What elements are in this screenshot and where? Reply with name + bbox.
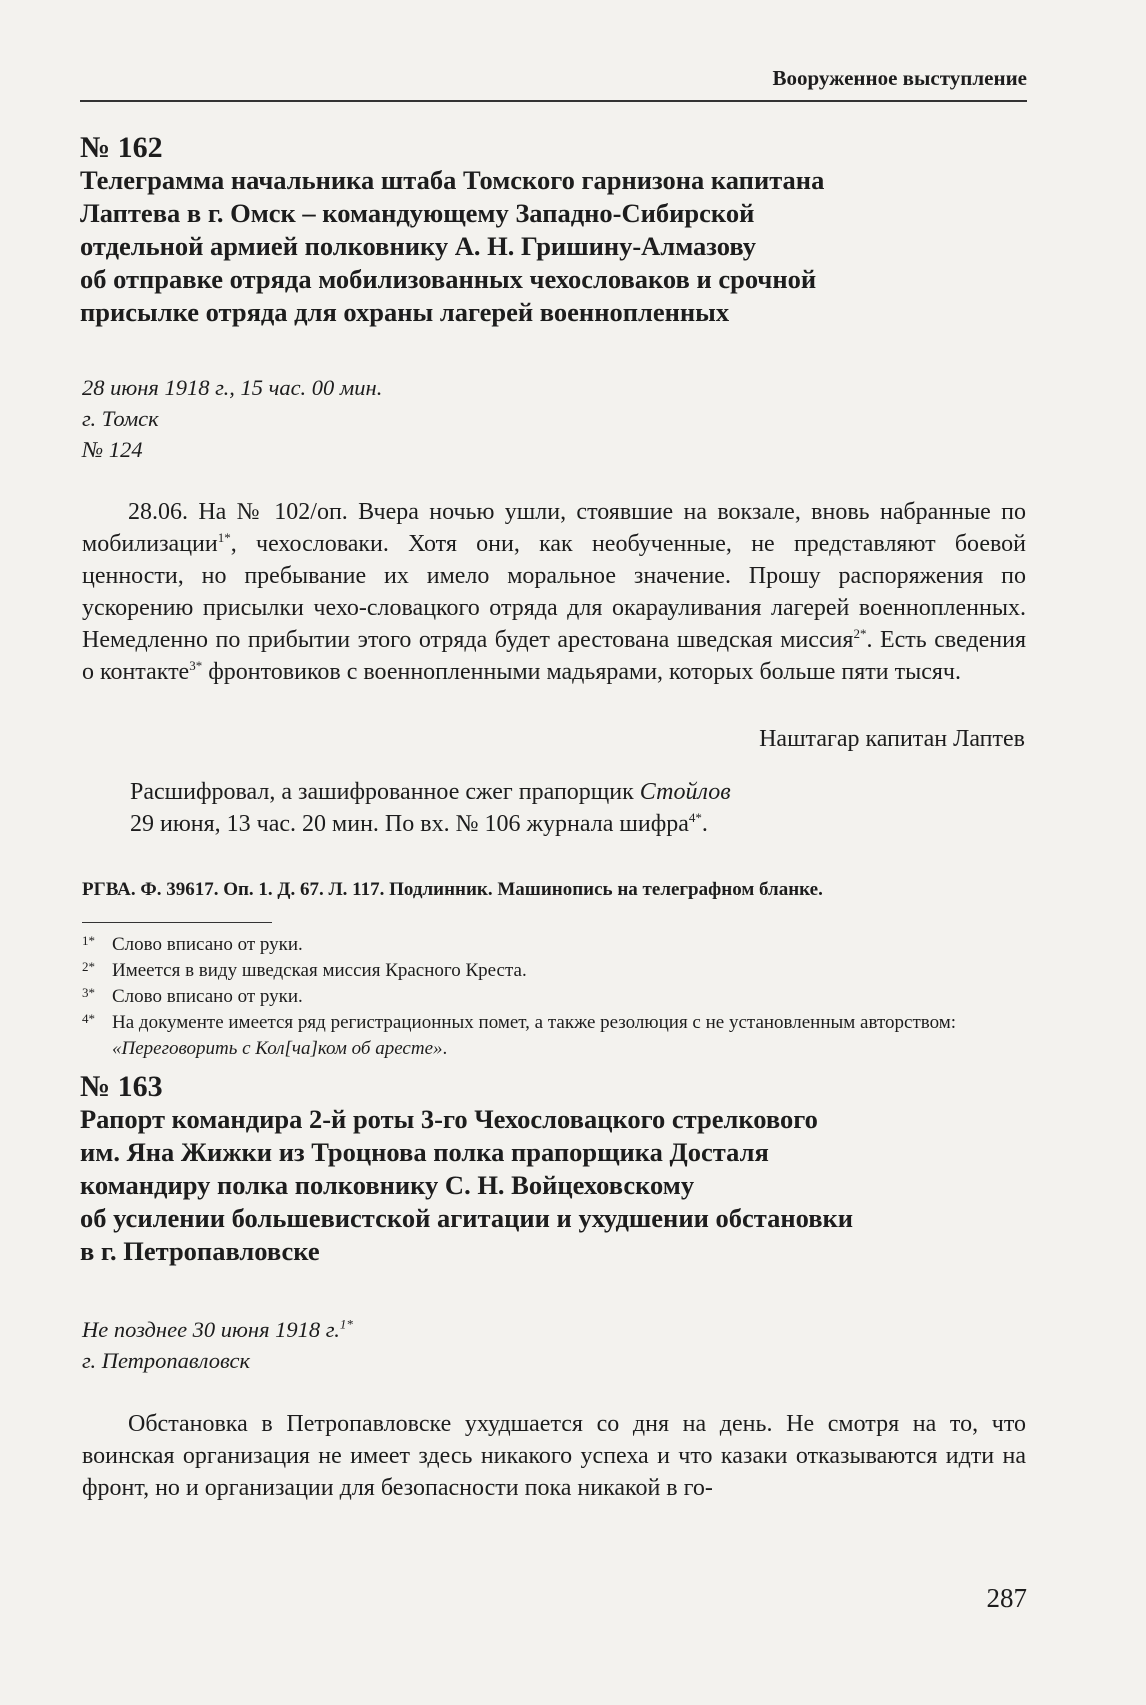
footnote xyxy=(82,958,1026,984)
footnote-text: На документе имеется ряд регистрационных помет, а также резолюция с не установленным авторством: xyxy=(112,1012,957,1033)
doc-163-date xyxy=(82,1315,353,1344)
footnote-quote: «Переговорить с Кол[ча]ком об аресте» xyxy=(112,1038,443,1059)
footnote-ref: 4* xyxy=(688,810,702,825)
decode-name: Стойлов xyxy=(639,779,731,805)
doc-162-body xyxy=(82,496,1026,688)
decode-note-line xyxy=(130,808,708,840)
running-head: Вооруженное выступление xyxy=(80,66,1027,102)
doc-163-title-line: командиру полка полковнику С. Н. Войцеховскому xyxy=(80,1170,695,1200)
doc-162-body-text: 28.06. На № 102/оп. Вчера ночью ушли, стоявшие на вокзале, вновь набранные по мобилизации xyxy=(82,499,1026,557)
decode-text: Расшифровал, а зашифрованное сжег прапорщик xyxy=(130,779,640,805)
doc-163-title-line: им. Яна Жижки из Троцнова полка прапорщика Досталя xyxy=(80,1137,769,1167)
doc-162-date: 28 июня 1918 г., 15 час. 00 мин. xyxy=(82,375,383,400)
doc-162-title-line: присылке отряда для охраны лагерей военнопленных xyxy=(80,297,730,327)
doc-163-title-line: Рапорт командира 2-й роты 3-го Чехословацкого стрелкового xyxy=(80,1104,818,1134)
footnotes xyxy=(82,932,1026,1062)
doc-163-date-text: Не позднее 30 июня 1918 г. xyxy=(82,1317,340,1342)
doc-162-signature: Наштагар капитан Лаптев xyxy=(759,726,1025,752)
footnote-ref: 3* xyxy=(189,658,203,673)
footnote xyxy=(82,984,1026,1010)
doc-163-number: № 163 xyxy=(80,1070,163,1103)
doc-162-title-line: отдельной армией полковнику А. Н. Гришину-Алмазову xyxy=(80,231,757,261)
doc-162-ref: № 124 xyxy=(82,437,143,462)
footnote-mark: 3* xyxy=(82,985,95,1000)
footnote-mark: 4* xyxy=(82,1011,95,1026)
archive-source: РГВА. Ф. 39617. Оп. 1. Д. 67. Л. 117. Подлинник. Машинопись на телеграфном бланке. xyxy=(82,879,823,900)
doc-162-title-line: Лаптева в г. Омск – командующему Западно-Сибирской xyxy=(80,198,755,228)
doc-162-title-line: об отправке отряда мобилизованных чехословаков и срочной xyxy=(80,264,817,294)
footnote-divider xyxy=(82,922,272,923)
doc-162-body-text: , чехословаки. Хотя они, как необученные, не представляют боевой ценности, но пребывание их имело моральное значение. Прошу распоряжения по ускорению присылки чехо-словацкого отряда для окарауливания лагерей военнопленных. Немедленно по прибытии этого отряда будет арестована шведская миссия xyxy=(82,531,1026,653)
doc-162-title-line: Телеграмма начальника штаба Томского гарнизона капитана xyxy=(80,165,825,195)
doc-163-place: г. Петропавловск xyxy=(82,1348,251,1373)
footnote-text-block xyxy=(112,1010,1026,1062)
footnote xyxy=(82,932,1026,958)
doc-163-title-line: в г. Петропавловске xyxy=(80,1236,320,1266)
decode-note-line xyxy=(130,776,731,808)
doc-162-place: г. Томск xyxy=(82,406,159,431)
footnote-ref: 1* xyxy=(339,1316,353,1332)
footnote-mark: 2* xyxy=(82,959,95,974)
doc-162-number: № 162 xyxy=(80,131,163,164)
page-number: 287 xyxy=(986,1583,1027,1613)
footnote-ref: 2* xyxy=(853,626,867,641)
footnote-text: Имеется в виду шведская миссия Красного Креста. xyxy=(112,960,527,981)
doc-163-body-text: Обстановка в Петропавловске ухудшается со дня на день. Не смотря на то, что воинская организация не имеет здесь никакого успеха и что казаки отказываются идти на фронт, но и организации для безопасности пока никакой в го- xyxy=(82,1411,1026,1501)
doc-163-title-line: об усилении большевистской агитации и ухудшении обстановки xyxy=(80,1203,854,1233)
doc-163-body xyxy=(82,1408,1026,1504)
decode-text: 29 июня, 13 час. 20 мин. По вх. № 106 журнала шифра xyxy=(130,811,689,837)
doc-162-body-text: фронтовиков с военнопленными мадьярами, которых больше пяти тысяч. xyxy=(202,659,962,685)
footnote xyxy=(82,1010,1026,1062)
doc-162-body-text: . Есть сведения о контакте xyxy=(82,627,1026,685)
footnote-ref: 1* xyxy=(217,530,231,545)
footnote-text: . xyxy=(442,1038,448,1059)
footnote-text: Слово вписано от руки. xyxy=(112,934,303,955)
decode-text: . xyxy=(701,811,708,837)
footnote-mark: 1* xyxy=(82,933,95,948)
footnote-text: Слово вписано от руки. xyxy=(112,986,303,1007)
